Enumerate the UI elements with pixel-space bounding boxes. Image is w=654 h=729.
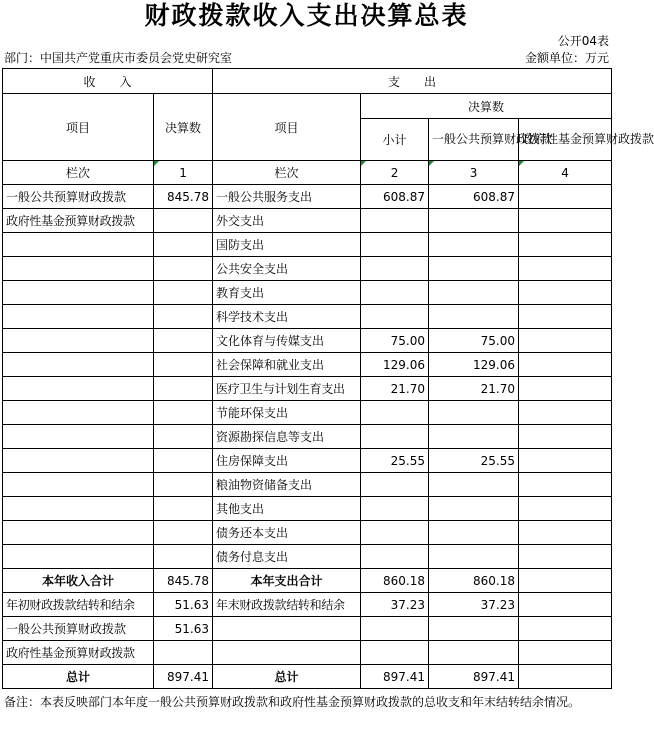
cell-fund	[519, 257, 612, 281]
table-row	[3, 521, 612, 545]
col-number-3	[429, 161, 519, 185]
col-number-1	[154, 161, 213, 185]
col-number-4	[519, 161, 612, 185]
cell-income-amount	[154, 521, 213, 545]
cell-general: 129.06	[429, 353, 519, 377]
cell-income-amount	[154, 233, 213, 257]
end-carry-fund	[519, 593, 612, 617]
cell-income-amount	[154, 401, 213, 425]
carry-general-amount: 51.63	[154, 617, 213, 641]
cell-fund	[519, 473, 612, 497]
table-row	[3, 449, 612, 473]
cell-income-item: 一般公共预算财政拨款	[3, 185, 154, 209]
cell-marker-icon	[154, 161, 159, 166]
col-number-text: 3	[469, 165, 478, 180]
expense-item-header: 项目	[213, 94, 361, 161]
cell-subtotal	[361, 209, 429, 233]
cell-income-item	[3, 233, 154, 257]
general-budget-header: 一般公共预算财政拨款	[429, 119, 519, 161]
cell-general	[429, 401, 519, 425]
cell-income-item	[3, 473, 154, 497]
cell-subtotal	[361, 473, 429, 497]
cell-income-item	[3, 425, 154, 449]
cell-income-item: 政府性基金预算财政拨款	[3, 209, 154, 233]
table-row	[3, 473, 612, 497]
cell-income-amount	[154, 305, 213, 329]
cell-expense-item: 节能环保支出	[213, 401, 361, 425]
cell-subtotal	[361, 521, 429, 545]
cell-income-amount	[154, 257, 213, 281]
cell-general	[429, 257, 519, 281]
cell-general: 608.87	[429, 185, 519, 209]
end-carry-subtotal: 37.23	[361, 593, 429, 617]
cell-fund	[519, 401, 612, 425]
income-item-header: 项目	[3, 94, 154, 161]
cell-income-item	[3, 353, 154, 377]
report-title: 财政拨款收入支出决算总表	[144, 1, 469, 30]
cell-expense-item: 住房保障支出	[213, 449, 361, 473]
cell-expense-item: 债务付息支出	[213, 545, 361, 569]
cell-general	[429, 209, 519, 233]
income-header: 收 入	[3, 69, 213, 94]
year-expense-subtotal: 860.18	[361, 569, 429, 593]
cell-income-amount	[154, 449, 213, 473]
empty-cell	[519, 641, 612, 665]
cell-general: 21.70	[429, 377, 519, 401]
table-row	[3, 257, 612, 281]
cell-expense-item: 粮油物资储备支出	[213, 473, 361, 497]
income-amount-header: 决算数	[154, 94, 213, 161]
empty-cell	[429, 617, 519, 641]
final-accounts-header: 决算数	[361, 94, 612, 119]
cell-subtotal: 75.00	[361, 329, 429, 353]
cell-general	[429, 497, 519, 521]
empty-cell	[213, 617, 361, 641]
col-number-text: 2	[390, 165, 399, 180]
end-carry-general: 37.23	[429, 593, 519, 617]
year-expense-fund	[519, 569, 612, 593]
cell-income-amount	[154, 425, 213, 449]
cell-income-item	[3, 257, 154, 281]
begin-carry-label: 年初财政拨款结转和结余	[3, 593, 154, 617]
cell-fund	[519, 209, 612, 233]
cell-general	[429, 233, 519, 257]
table-row	[3, 377, 612, 401]
cell-income-amount	[154, 497, 213, 521]
cell-expense-item: 其他支出	[213, 497, 361, 521]
cell-income-item	[3, 305, 154, 329]
cell-income-amount	[154, 209, 213, 233]
cell-income-amount	[154, 473, 213, 497]
unit-label: 金额单位：万元	[524, 51, 609, 65]
subtotal-header: 小计	[361, 119, 429, 161]
empty-cell	[213, 641, 361, 665]
cell-subtotal: 129.06	[361, 353, 429, 377]
cell-income-item	[3, 545, 154, 569]
grand-total-subtotal: 897.41	[361, 665, 429, 689]
end-carry-label: 年末财政拨款结转和结余	[213, 593, 361, 617]
cell-income-amount	[154, 377, 213, 401]
cell-income-item	[3, 401, 154, 425]
cell-expense-item: 外交支出	[213, 209, 361, 233]
cell-fund	[519, 281, 612, 305]
cell-fund	[519, 305, 612, 329]
table-row	[3, 401, 612, 425]
cell-fund	[519, 233, 612, 257]
cell-fund	[519, 545, 612, 569]
table-row	[3, 353, 612, 377]
cell-fund	[519, 185, 612, 209]
cell-expense-item: 科学技术支出	[213, 305, 361, 329]
cell-subtotal	[361, 497, 429, 521]
cell-subtotal	[361, 401, 429, 425]
cell-general	[429, 305, 519, 329]
carry-fund-amount	[154, 641, 213, 665]
cell-expense-item: 教育支出	[213, 281, 361, 305]
cell-fund	[519, 449, 612, 473]
grand-total-income-amount: 897.41	[154, 665, 213, 689]
cell-expense-item: 社会保障和就业支出	[213, 353, 361, 377]
expense-col-label: 栏次	[213, 161, 361, 185]
table-row	[3, 233, 612, 257]
cell-subtotal	[361, 257, 429, 281]
cell-subtotal	[361, 425, 429, 449]
cell-expense-item: 文化体育与传媒支出	[213, 329, 361, 353]
cell-income-item	[3, 377, 154, 401]
cell-general: 75.00	[429, 329, 519, 353]
cell-expense-item: 债务还本支出	[213, 521, 361, 545]
carry-fund-label: 政府性基金预算财政拨款	[3, 641, 154, 665]
accounts-table	[2, 68, 654, 689]
cell-fund	[519, 377, 612, 401]
table-row	[3, 545, 612, 569]
cell-general	[429, 473, 519, 497]
cell-income-amount: 845.78	[154, 185, 213, 209]
cell-general: 25.55	[429, 449, 519, 473]
cell-income-item	[3, 329, 154, 353]
cell-income-item	[3, 497, 154, 521]
year-income-total-label: 本年收入合计	[3, 569, 154, 593]
cell-fund	[519, 353, 612, 377]
table-row	[3, 497, 612, 521]
cell-income-item	[3, 449, 154, 473]
grand-total-fund	[519, 665, 612, 689]
form-number: 公开04表	[557, 34, 609, 48]
begin-carry-amount: 51.63	[154, 593, 213, 617]
year-income-total-amount: 845.78	[154, 569, 213, 593]
cell-general	[429, 521, 519, 545]
cell-general	[429, 545, 519, 569]
year-expense-general: 860.18	[429, 569, 519, 593]
cell-general	[429, 425, 519, 449]
cell-subtotal: 608.87	[361, 185, 429, 209]
cell-fund	[519, 521, 612, 545]
table-row	[3, 425, 612, 449]
footnote: 备注：本表反映部门本年度一般公共预算财政拨款和政府性基金预算财政拨款的总收支和年末结转结余情况。	[4, 695, 581, 709]
cell-subtotal	[361, 305, 429, 329]
cell-subtotal	[361, 233, 429, 257]
fund-budget-header: 政府性基金预算财政拨款	[519, 119, 612, 161]
cell-income-item	[3, 521, 154, 545]
cell-subtotal	[361, 545, 429, 569]
cell-income-amount	[154, 281, 213, 305]
year-expense-total-label: 本年支出合计	[213, 569, 361, 593]
cell-income-item	[3, 281, 154, 305]
cell-expense-item: 国防支出	[213, 233, 361, 257]
cell-general	[429, 281, 519, 305]
expense-header: 支 出	[213, 69, 612, 94]
cell-subtotal: 25.55	[361, 449, 429, 473]
table-row	[3, 305, 612, 329]
cell-marker-icon	[519, 161, 524, 166]
cell-expense-item: 医疗卫生与计划生育支出	[213, 377, 361, 401]
income-col-label: 栏次	[3, 161, 154, 185]
empty-cell	[361, 641, 429, 665]
grand-total-general: 897.41	[429, 665, 519, 689]
table-row	[3, 209, 612, 233]
col-number-2	[361, 161, 429, 185]
empty-cell	[361, 617, 429, 641]
col-number-text: 4	[561, 165, 569, 180]
grand-total-income-label: 总计	[3, 665, 154, 689]
carry-general-label: 一般公共预算财政拨款	[3, 617, 154, 641]
cell-expense-item: 资源勘探信息等支出	[213, 425, 361, 449]
cell-marker-icon	[361, 161, 366, 166]
table-row	[3, 281, 612, 305]
empty-cell	[519, 617, 612, 641]
cell-income-amount	[154, 353, 213, 377]
cell-fund	[519, 497, 612, 521]
table-row	[3, 329, 612, 353]
cell-subtotal: 21.70	[361, 377, 429, 401]
empty-cell	[429, 641, 519, 665]
cell-fund	[519, 425, 612, 449]
cell-subtotal	[361, 281, 429, 305]
col-number-text: 1	[179, 165, 187, 180]
cell-income-amount	[154, 545, 213, 569]
cell-marker-icon	[429, 161, 434, 166]
table-row	[3, 185, 612, 209]
cell-fund	[519, 329, 612, 353]
cell-expense-item: 一般公共服务支出	[213, 185, 361, 209]
cell-income-amount	[154, 329, 213, 353]
grand-total-expense-label: 总计	[213, 665, 361, 689]
department-label: 部门：中国共产党重庆市委员会党史研究室	[4, 51, 233, 65]
cell-expense-item: 公共安全支出	[213, 257, 361, 281]
